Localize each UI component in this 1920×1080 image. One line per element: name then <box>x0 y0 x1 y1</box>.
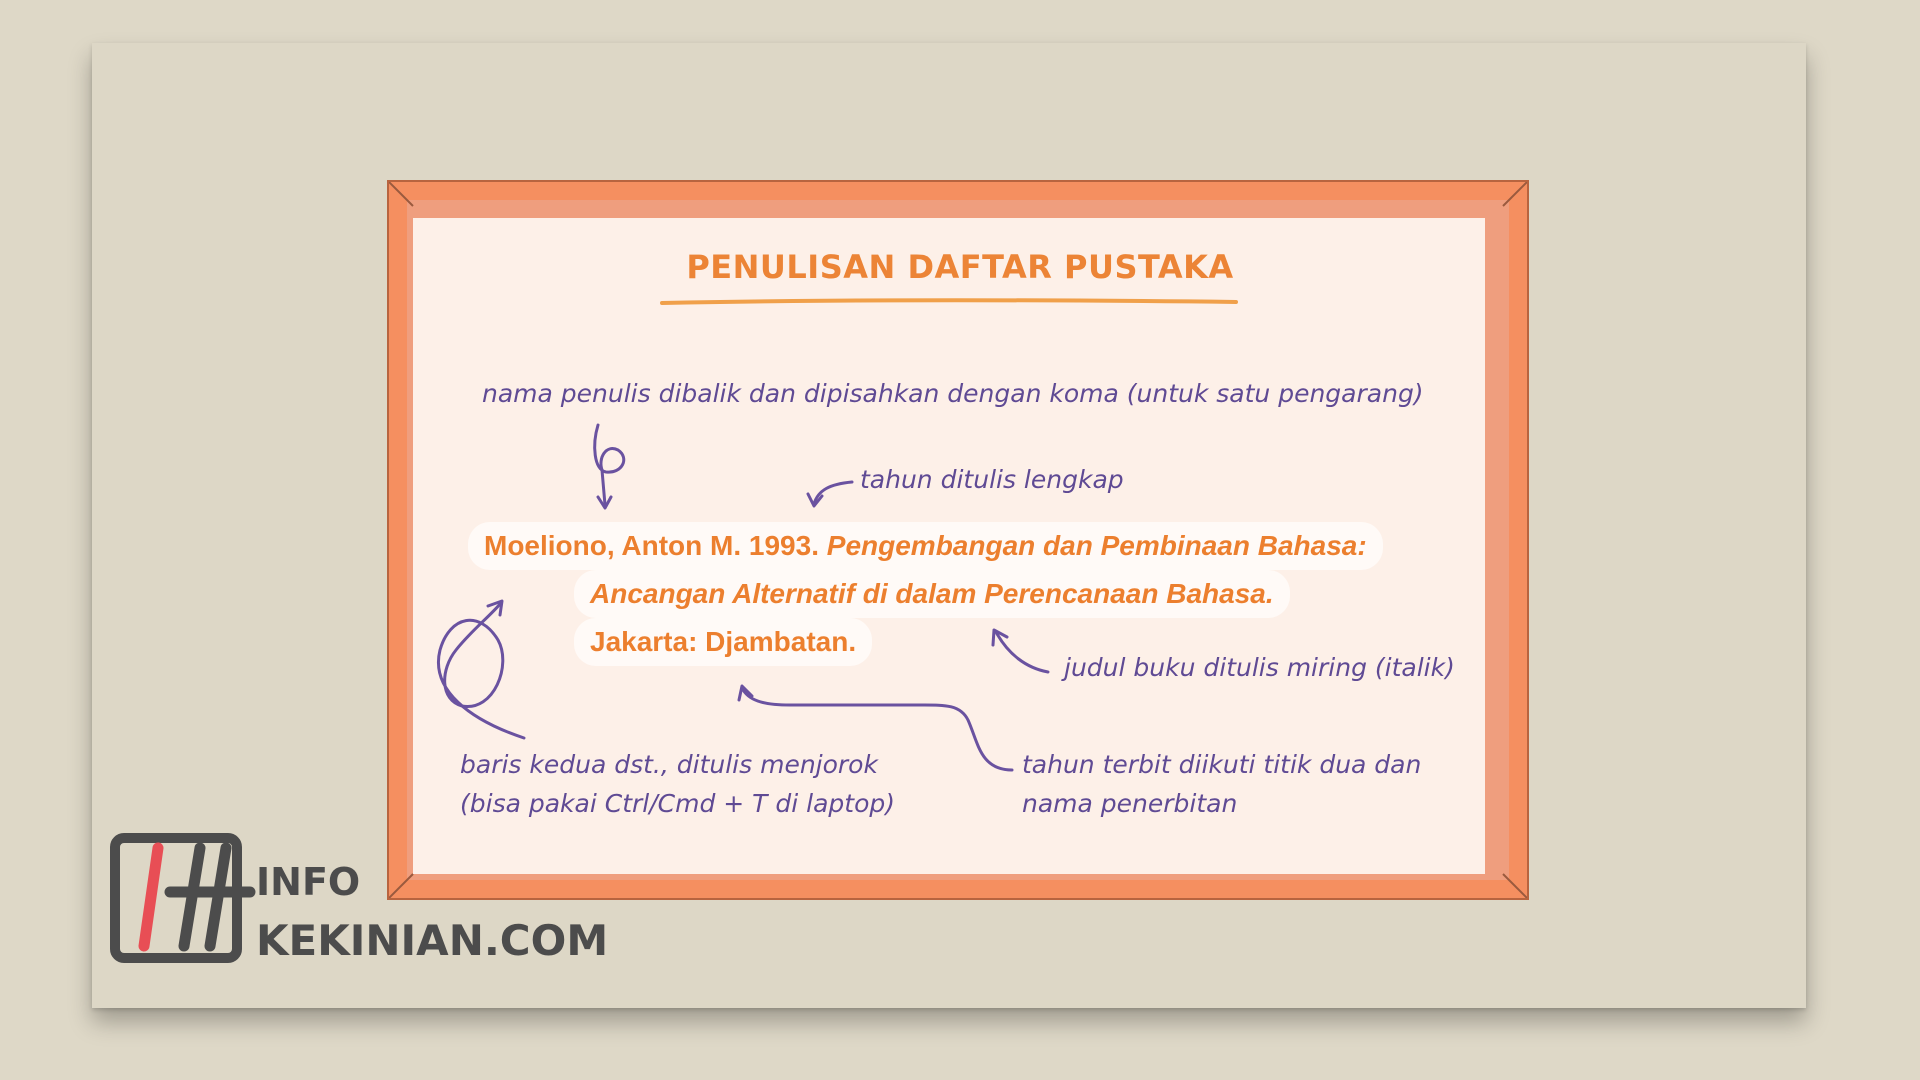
page-title: PENULISAN DAFTAR PUSTAKA <box>686 248 1234 286</box>
annotation-year: tahun ditulis lengkap <box>860 465 1124 494</box>
reference-publisher: Jakarta: Djambatan. <box>590 626 857 657</box>
reference-title-part2: Ancangan Alternatif di dalam Perencanaan Bahasa. <box>590 578 1274 609</box>
annotation-italic: judul buku ditulis miring (italik) <box>1064 653 1455 682</box>
annotation-indent-line2: (bisa pakai Ctrl/Cmd + T di laptop) <box>460 789 895 818</box>
watermark-text-line1: INFO <box>256 860 361 904</box>
annotation-indent-line1: baris kedua dst., ditulis menjorok <box>460 750 878 779</box>
annotation-author: nama penulis dibalik dan dipisahkan dengan koma (untuk satu pengarang) <box>482 379 1424 408</box>
reference-title-part1: Pengembangan dan Pembinaan Bahasa: <box>826 530 1367 561</box>
watermark-text-line2: KEKINIAN.COM <box>256 916 609 965</box>
reference-author-year: Moeliono, Anton M. 1993. <box>484 530 819 561</box>
annotation-publisher-line1: tahun terbit diikuti titik dua dan <box>1022 750 1422 779</box>
annotation-publisher-line2: nama penerbitan <box>1022 789 1238 818</box>
